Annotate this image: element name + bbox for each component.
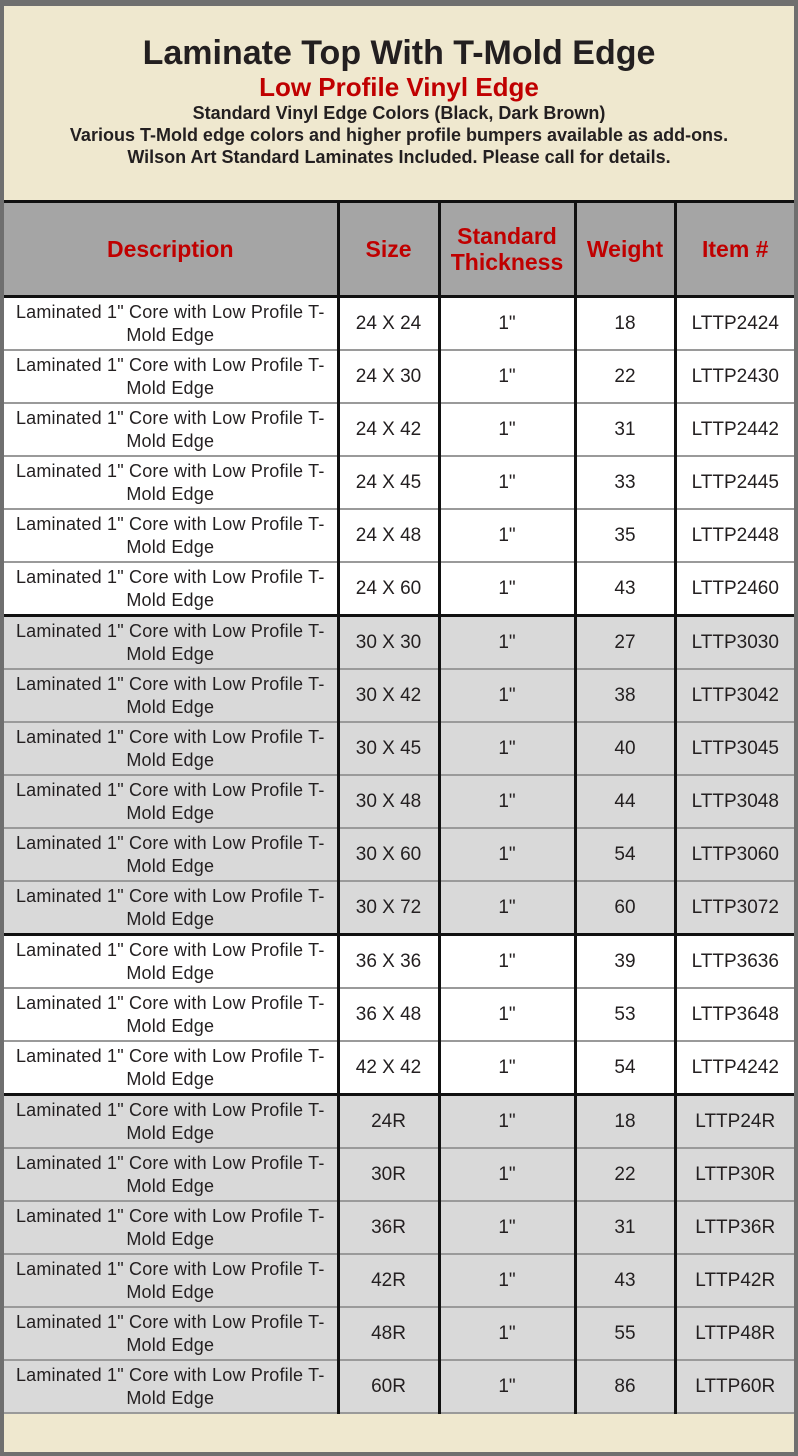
table-row — [4, 456, 794, 509]
cell-item-number: LTTP60R — [675, 1360, 794, 1413]
cell-size: 24 X 30 — [338, 350, 439, 403]
cell-description: Laminated 1" Core with Low Profile T-Mold Edge — [4, 669, 338, 722]
page-title: Laminate Top With T-Mold Edge — [142, 34, 656, 72]
cell-thickness: 1" — [439, 1148, 575, 1201]
cell-thickness: 1" — [439, 988, 575, 1041]
column-header-description: Description — [4, 202, 338, 297]
cell-weight: 53 — [575, 988, 675, 1041]
cell-size: 60R — [338, 1360, 439, 1413]
product-table — [4, 200, 794, 1414]
cell-thickness: 1" — [439, 1201, 575, 1254]
cell-weight: 18 — [575, 1095, 675, 1149]
cell-item-number: LTTP36R — [675, 1201, 794, 1254]
cell-size: 36R — [338, 1201, 439, 1254]
cell-weight: 60 — [575, 881, 675, 935]
cell-size: 30 X 60 — [338, 828, 439, 881]
table-row — [4, 722, 794, 775]
cell-thickness: 1" — [439, 669, 575, 722]
table-row — [4, 1095, 794, 1149]
column-header-thickness: Standard Thickness — [439, 202, 575, 297]
cell-item-number: LTTP4242 — [675, 1041, 794, 1095]
table-body — [4, 297, 794, 1414]
column-header-size: Size — [338, 202, 439, 297]
cell-weight: 39 — [575, 935, 675, 989]
table-row — [4, 1201, 794, 1254]
table-row — [4, 1254, 794, 1307]
cell-weight: 35 — [575, 509, 675, 562]
table-row — [4, 350, 794, 403]
cell-thickness: 1" — [439, 1254, 575, 1307]
cell-weight: 33 — [575, 456, 675, 509]
table-row — [4, 297, 794, 351]
cell-thickness: 1" — [439, 350, 575, 403]
cell-thickness: 1" — [439, 935, 575, 989]
cell-item-number: LTTP3030 — [675, 616, 794, 670]
cell-item-number: LTTP2448 — [675, 509, 794, 562]
cell-description: Laminated 1" Core with Low Profile T-Mold Edge — [4, 350, 338, 403]
cell-thickness: 1" — [439, 1360, 575, 1413]
cell-item-number: LTTP2430 — [675, 350, 794, 403]
table-header-row — [4, 202, 794, 297]
table-row — [4, 403, 794, 456]
cell-description: Laminated 1" Core with Low Profile T-Mold Edge — [4, 616, 338, 670]
cell-description: Laminated 1" Core with Low Profile T-Mold Edge — [4, 1307, 338, 1360]
cell-weight: 43 — [575, 562, 675, 616]
table-row — [4, 775, 794, 828]
cell-size: 24R — [338, 1095, 439, 1149]
cell-thickness: 1" — [439, 616, 575, 670]
cell-item-number: LTTP3060 — [675, 828, 794, 881]
cell-size: 42 X 42 — [338, 1041, 439, 1095]
table-row — [4, 1041, 794, 1095]
cell-weight: 54 — [575, 1041, 675, 1095]
cell-thickness: 1" — [439, 828, 575, 881]
cell-description: Laminated 1" Core with Low Profile T-Mold Edge — [4, 1095, 338, 1149]
cell-size: 24 X 45 — [338, 456, 439, 509]
cell-weight: 54 — [575, 828, 675, 881]
header-note-addons: Various T-Mold edge colors and higher profile bumpers available as add-ons. — [69, 125, 729, 145]
cell-size: 30 X 45 — [338, 722, 439, 775]
cell-weight: 18 — [575, 297, 675, 351]
cell-description: Laminated 1" Core with Low Profile T-Mold Edge — [4, 456, 338, 509]
cell-item-number: LTTP2442 — [675, 403, 794, 456]
cell-weight: 40 — [575, 722, 675, 775]
cell-description: Laminated 1" Core with Low Profile T-Mold Edge — [4, 562, 338, 616]
cell-thickness: 1" — [439, 881, 575, 935]
table-row — [4, 509, 794, 562]
cell-thickness: 1" — [439, 1095, 575, 1149]
cell-size: 24 X 24 — [338, 297, 439, 351]
cell-item-number: LTTP3048 — [675, 775, 794, 828]
cell-thickness: 1" — [439, 722, 575, 775]
cell-weight: 22 — [575, 350, 675, 403]
cell-description: Laminated 1" Core with Low Profile T-Mold Edge — [4, 1201, 338, 1254]
cell-thickness: 1" — [439, 775, 575, 828]
cell-thickness: 1" — [439, 1307, 575, 1360]
column-header-item-number: Item # — [675, 202, 794, 297]
cell-weight: 27 — [575, 616, 675, 670]
table-row — [4, 669, 794, 722]
cell-item-number: LTTP48R — [675, 1307, 794, 1360]
cell-size: 24 X 48 — [338, 509, 439, 562]
header-note-colors: Standard Vinyl Edge Colors (Black, Dark Brown) — [192, 103, 606, 123]
cell-weight: 38 — [575, 669, 675, 722]
cell-thickness: 1" — [439, 297, 575, 351]
cell-size: 24 X 60 — [338, 562, 439, 616]
cell-weight: 55 — [575, 1307, 675, 1360]
cell-size: 30 X 48 — [338, 775, 439, 828]
cell-description: Laminated 1" Core with Low Profile T-Mold Edge — [4, 988, 338, 1041]
sheet-header — [4, 6, 794, 200]
table-row — [4, 881, 794, 935]
cell-size: 24 X 42 — [338, 403, 439, 456]
table-row — [4, 616, 794, 670]
page-subtitle: Low Profile Vinyl Edge — [259, 72, 539, 102]
table-row — [4, 1148, 794, 1201]
cell-size: 36 X 36 — [338, 935, 439, 989]
cell-size: 30 X 30 — [338, 616, 439, 670]
cell-weight: 22 — [575, 1148, 675, 1201]
cell-item-number: LTTP24R — [675, 1095, 794, 1149]
cell-weight: 43 — [575, 1254, 675, 1307]
cell-size: 48R — [338, 1307, 439, 1360]
cell-description: Laminated 1" Core with Low Profile T-Mold Edge — [4, 509, 338, 562]
table-row — [4, 562, 794, 616]
cell-size: 42R — [338, 1254, 439, 1307]
cell-description: Laminated 1" Core with Low Profile T-Mold Edge — [4, 297, 338, 351]
table-row — [4, 935, 794, 989]
cell-description: Laminated 1" Core with Low Profile T-Mold Edge — [4, 881, 338, 935]
cell-item-number: LTTP2445 — [675, 456, 794, 509]
cell-item-number: LTTP2424 — [675, 297, 794, 351]
cell-description: Laminated 1" Core with Low Profile T-Mold Edge — [4, 775, 338, 828]
column-header-weight: Weight — [575, 202, 675, 297]
cell-item-number: LTTP3648 — [675, 988, 794, 1041]
cell-thickness: 1" — [439, 456, 575, 509]
cell-item-number: LTTP3042 — [675, 669, 794, 722]
cell-weight: 86 — [575, 1360, 675, 1413]
cell-size: 30 X 42 — [338, 669, 439, 722]
cell-description: Laminated 1" Core with Low Profile T-Mold Edge — [4, 1041, 338, 1095]
cell-description: Laminated 1" Core with Low Profile T-Mold Edge — [4, 403, 338, 456]
cell-item-number: LTTP3045 — [675, 722, 794, 775]
header-note-laminates: Wilson Art Standard Laminates Included. Please call for details. — [127, 147, 671, 167]
cell-size: 36 X 48 — [338, 988, 439, 1041]
cell-size: 30R — [338, 1148, 439, 1201]
cell-thickness: 1" — [439, 562, 575, 616]
cell-weight: 31 — [575, 1201, 675, 1254]
cell-weight: 31 — [575, 403, 675, 456]
cell-weight: 44 — [575, 775, 675, 828]
cell-thickness: 1" — [439, 509, 575, 562]
cell-description: Laminated 1" Core with Low Profile T-Mold Edge — [4, 1254, 338, 1307]
cell-item-number: LTTP30R — [675, 1148, 794, 1201]
cell-description: Laminated 1" Core with Low Profile T-Mold Edge — [4, 935, 338, 989]
cell-description: Laminated 1" Core with Low Profile T-Mold Edge — [4, 828, 338, 881]
table-row — [4, 1307, 794, 1360]
table-row — [4, 988, 794, 1041]
cell-item-number: LTTP3636 — [675, 935, 794, 989]
cell-size: 30 X 72 — [338, 881, 439, 935]
cell-item-number: LTTP2460 — [675, 562, 794, 616]
cell-description: Laminated 1" Core with Low Profile T-Mold Edge — [4, 1360, 338, 1413]
cell-description: Laminated 1" Core with Low Profile T-Mold Edge — [4, 722, 338, 775]
cell-thickness: 1" — [439, 1041, 575, 1095]
table-row — [4, 828, 794, 881]
cell-item-number: LTTP3072 — [675, 881, 794, 935]
cell-item-number: LTTP42R — [675, 1254, 794, 1307]
cell-thickness: 1" — [439, 403, 575, 456]
cell-description: Laminated 1" Core with Low Profile T-Mold Edge — [4, 1148, 338, 1201]
table-row — [4, 1360, 794, 1413]
